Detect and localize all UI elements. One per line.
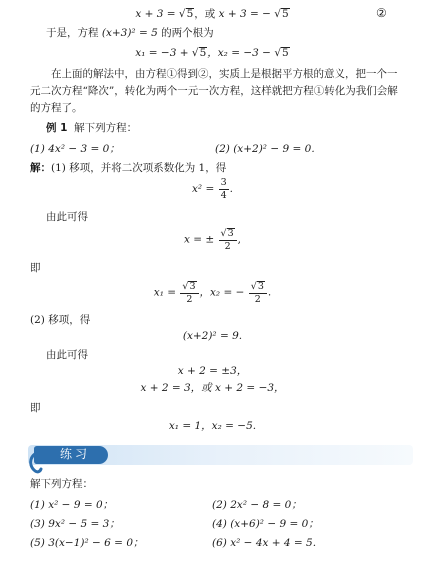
- therefore-eq: (x+3)² = 5: [101, 27, 158, 39]
- explanation-paragraph: 在上面的解法中，由方程①得到②，实质上是根据平方根的意义，把一个一元二次方程“降次”，转化为两个一元一次方程，这样就把方程①转化为我们会解的方程了。: [30, 68, 398, 114]
- ji-2: 即: [30, 402, 41, 414]
- example-problem-2: (2) (x+2)² − 9 = 0.: [215, 143, 315, 155]
- eq-r2-sep: ，x₂ = −: [199, 286, 248, 299]
- eq-r2-x1: x₁ =: [153, 286, 180, 299]
- equation-line-2: x + 3 = √5，或 x + 3 = − √5: [135, 8, 289, 20]
- equation-roots-2: [0, 281, 425, 304]
- root-radicand-1: 5: [199, 47, 207, 59]
- frac-num: 3: [220, 177, 227, 188]
- equation-or: x + 2 = 3，或 x + 2 = −3，: [140, 382, 285, 394]
- equation-final: x₁ = 1，x₂ = −5.: [168, 420, 257, 432]
- equation-pm3: x + 2 = ±3，: [177, 365, 248, 377]
- fraction-root3-2: $\frac{√3}{2}$: [219, 228, 237, 251]
- exercise-instruction: 解下列方程：: [30, 478, 93, 490]
- frac-root: 3: [227, 228, 234, 239]
- frac-den: 4: [220, 189, 227, 201]
- eq-x2-lhs: x² =: [192, 183, 218, 195]
- eq-r2-end: .: [267, 286, 272, 299]
- exercise-item: (2) 2x² − 8 = 0；: [212, 499, 302, 511]
- frac-r2-root-b: 3: [257, 281, 264, 292]
- roots-line: x₁ = −3 + √5，x₂ = −3 − √5: [135, 47, 289, 59]
- exercise-label: 练习: [60, 447, 91, 461]
- solution-label: 解：: [30, 162, 51, 174]
- from-this-2: 由此可得: [46, 349, 88, 361]
- eq-root-2: 5: [282, 8, 289, 20]
- therefore-post: 的两个根为: [157, 27, 214, 39]
- eq-root: 5: [186, 8, 194, 20]
- therefore-pre: 于是，方程: [46, 27, 102, 39]
- frac-r2-den-b: 2: [254, 293, 261, 305]
- frac-r2-root-a: 3: [189, 281, 196, 292]
- exercise-item: (6) x² − 4x + 4 = 5.: [212, 537, 317, 549]
- eq-pm-end: ,: [237, 233, 241, 246]
- equation-x-squared: [0, 178, 425, 200]
- frac-den-2: 2: [224, 240, 231, 252]
- exercise-item: (5) 3(x−1)² − 6 = 0；: [30, 537, 144, 549]
- from-this-1: 由此可得: [46, 211, 88, 223]
- eq-part-a: x + 3 =: [135, 8, 179, 20]
- root-x2: ，x₂ = −3 −: [207, 47, 275, 59]
- fraction-3-4: [219, 178, 229, 200]
- example-instruction: 解下列方程：: [74, 122, 138, 134]
- solution-1-line: [30, 163, 226, 174]
- example-title: 例 1: [46, 122, 68, 134]
- equation-pm-root: [0, 228, 425, 251]
- equation-square: (x+2)² = 9.: [182, 330, 243, 342]
- solution-2-line: (2) 移项，得: [30, 314, 91, 326]
- fraction-r2-b: $\frac{√3}{2}$: [249, 281, 267, 304]
- ji-1: 即: [30, 262, 41, 274]
- root-radicand-2: 5: [282, 47, 289, 59]
- therefore-line: [46, 28, 214, 39]
- exercise-item: (1) x² − 9 = 0；: [30, 499, 114, 511]
- eq-pm-lhs: x = ±: [184, 233, 218, 246]
- root-x1: x₁ = −3 +: [135, 47, 192, 59]
- frac-r2-den-a: 2: [186, 293, 193, 305]
- eq-part-b: x + 3 = −: [218, 8, 275, 20]
- example-problem-1: (1) 4x² − 3 = 0；: [30, 143, 120, 155]
- exercise-item: (4) (x+6)² − 9 = 0；: [212, 518, 319, 530]
- example-heading: [46, 123, 137, 134]
- solution-1-text: (1) 移项，并将二次项系数化为 1，得: [51, 162, 227, 174]
- exercise-item: (3) 9x² − 5 = 3；: [30, 518, 120, 530]
- eq-x2-end: .: [229, 183, 233, 195]
- fraction-r2-a: $\frac{√3}{2}$: [180, 281, 198, 304]
- eq-sep: ，或: [194, 8, 219, 20]
- equation-number-tag: ②: [376, 6, 387, 20]
